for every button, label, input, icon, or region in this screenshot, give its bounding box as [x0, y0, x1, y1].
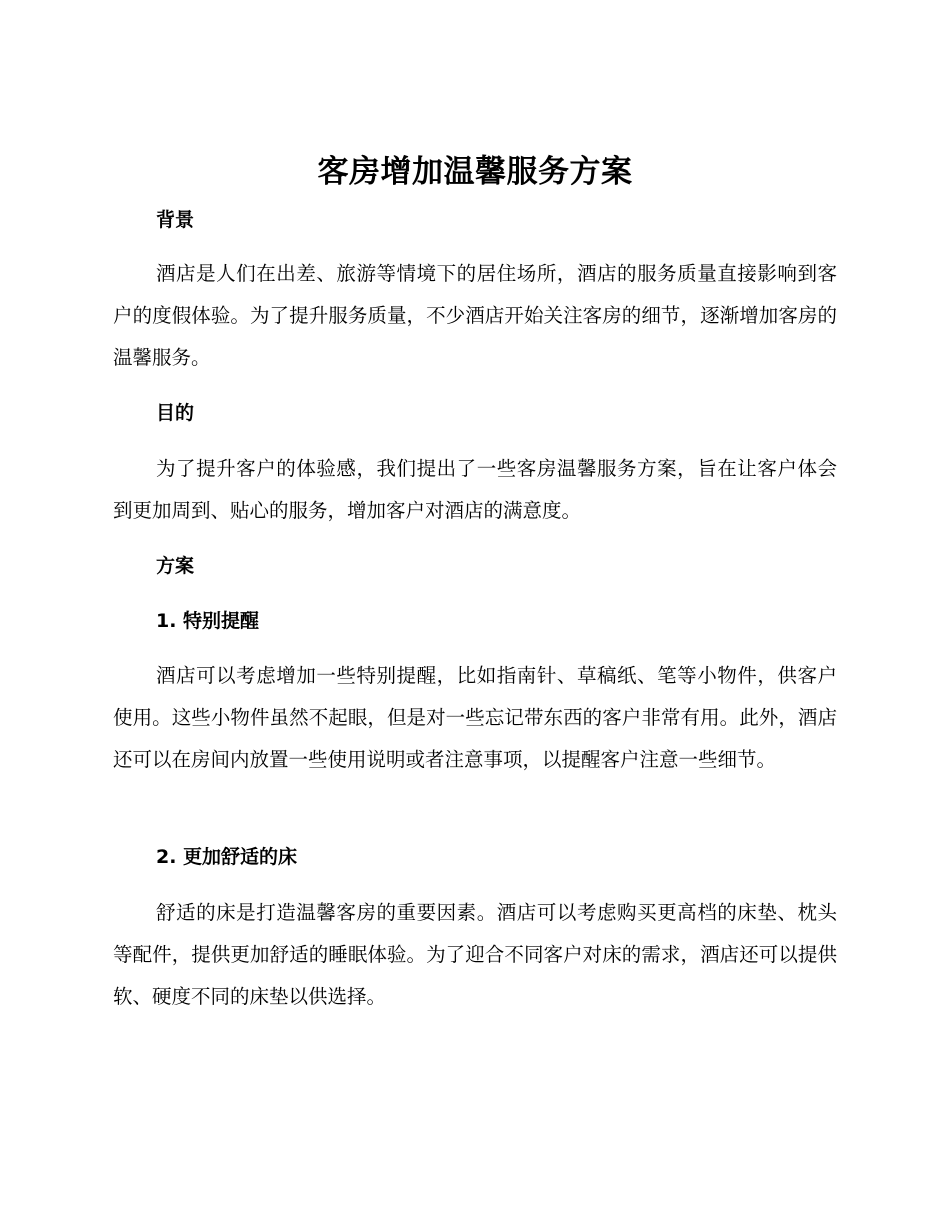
section-heading-comfortable-bed: 2. 更加舒适的床 [156, 846, 298, 868]
section-heading-reminders: 1. 特别提醒 [156, 610, 260, 632]
document-title: 客房增加温馨服务方案 [317, 154, 633, 190]
section-heading-purpose: 目的 [156, 402, 195, 424]
section-heading-background: 背景 [156, 209, 195, 231]
section-heading-plan: 方案 [156, 555, 195, 577]
section-paragraph-background: 酒店是人们在出差、旅游等情境下的居住场所，酒店的服务质量直接影响到客户的度假体验。为了提升服务质量，不少酒店开始关注客房的细节，逐渐增加客房的温馨服务。 [113, 262, 837, 369]
section-paragraph-reminders: 酒店可以考虑增加一些特别提醒，比如指南针、草稿纸、笔等小物件，供客户使用。这些小物件虽然不起眼，但是对一些忘记带东西的客户非常有用。此外，酒店还可以在房间内放置一些使用说明或者注意事项，以提醒客户注意一些细节。 [113, 664, 837, 771]
section-paragraph-purpose: 为了提升客户的体验感，我们提出了一些客房温馨服务方案，旨在让客户体会到更加周到、贴心的服务，增加客户对酒店的满意度。 [113, 457, 837, 522]
section-paragraph-comfortable-bed: 舒适的床是打造温馨客房的重要因素。酒店可以考虑购买更高档的床垫、枕头等配件，提供更加舒适的睡眠体验。为了迎合不同客户对床的需求，酒店还可以提供软、硬度不同的床垫以供选择。 [113, 901, 837, 1008]
